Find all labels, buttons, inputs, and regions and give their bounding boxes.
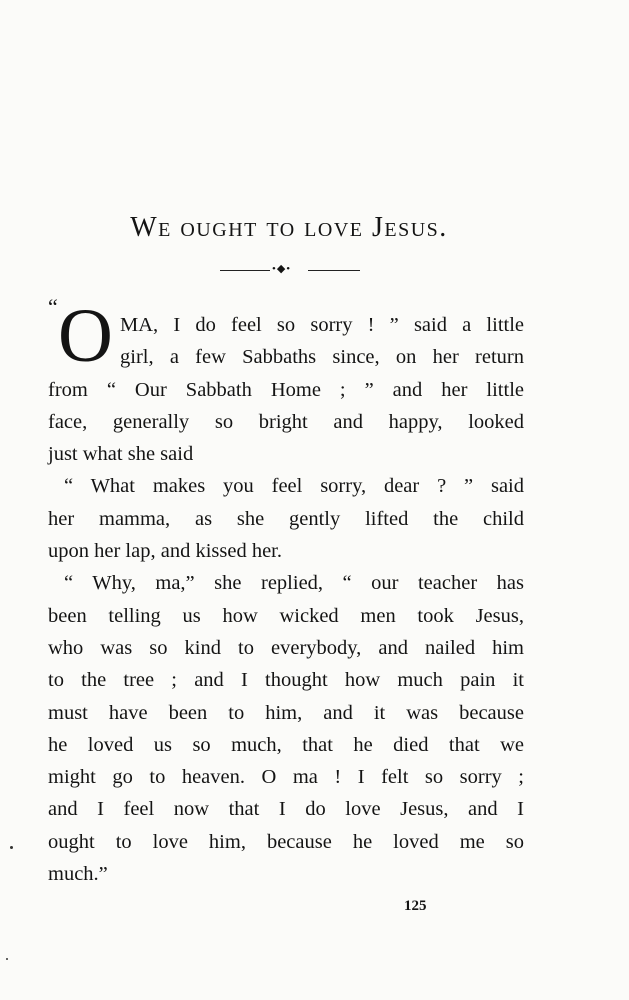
text-line: who was so kind to everybody, and nailed him [48,636,524,659]
text-line: to the tree ; and I thought how much pain it [48,669,524,692]
paragraph-1 [48,309,524,374]
text-line: and I feel now that I do love Jesus, and I [48,798,524,821]
text-line: he loved us so much, that he died that we [48,733,524,756]
text-line: girl, a few Sabbaths since, on her return [120,346,524,369]
text-line: just what she said [48,443,194,466]
text-line: her mamma, as she gently lifted the child [48,507,524,530]
paragraph-1-cont [48,374,524,471]
text-line: MA, I do feel so sorry ! ” said a little [120,314,524,336]
text-line: been telling us how wicked men took Jesus, [48,604,524,627]
paragraph-2 [48,470,524,567]
ornament-rule-right [308,270,360,271]
text-line: face, generally so bright and happy, looked [48,410,524,433]
title-ornament [220,263,360,276]
text-line: might go to heaven. O ma ! I felt so sorry ; [48,766,524,789]
margin-speck [10,846,13,849]
chapter-title: We ought to love Jesus. [130,212,448,243]
text-line: must have been to him, and it was because [48,701,524,724]
text-line: much.” [48,863,108,886]
text-line: ought to love him, because he loved me so [48,830,524,853]
text-line: from “ Our Sabbath Home ; ” and her little [48,378,524,401]
margin-speck [6,958,8,960]
ornament-dots: •◆• [272,263,292,275]
text-line: upon her lap, and kissed her. [48,540,282,563]
ornament-rule-left [220,270,270,271]
text-line: “ Why, ma,” she replied, “ our teacher has [64,572,524,595]
drop-cap-letter: O [58,294,113,378]
drop-cap-open-quote: “ [48,294,58,319]
paragraph-3 [48,567,524,890]
page-number: 125 [404,898,427,914]
text-line: “ What makes you feel sorry, dear ? ” said [64,475,524,498]
body-text [48,309,524,890]
